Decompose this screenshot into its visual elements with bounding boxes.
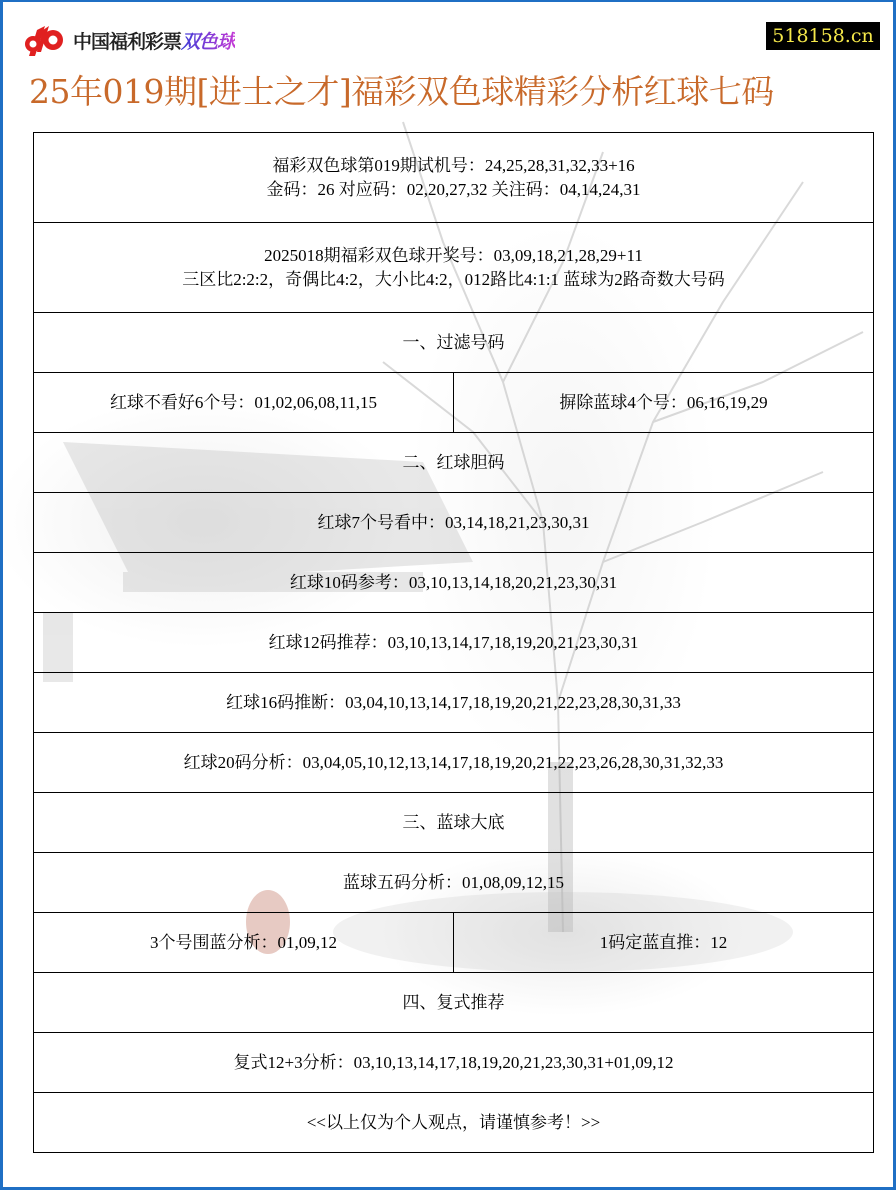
gold-codes: 金码：26 对应码：02,20,27,32 关注码：04,14,24,31 [266,179,641,199]
filter-blue-cell: 摒除蓝球4个号：06,16,19,29 [454,373,874,433]
table-row [34,853,874,913]
red-12-cell: 红球12码推荐：03,10,13,14,17,18,19,20,21,23,30,31 [34,613,874,673]
page-title: 25年019期[进士之才]福彩双色球精彩分析红球七码 [29,72,774,111]
blue-3-cell: 3个号围蓝分析：01,09,12 [34,913,454,973]
table-row [34,1093,874,1153]
table-row [34,433,874,493]
red-10-cell: 红球10码参考：03,10,13,14,18,20,21,23,30,31 [34,553,874,613]
last-draw-stats: 三区比2:2:2，奇偶比4:2，大小比4:2，012路比4:1:1 蓝球为2路奇数大号码 [182,269,725,289]
last-draw-cell [34,223,874,313]
section-heading-blue: 三、蓝球大底 [34,793,874,853]
red-16-cell: 红球16码推断：03,04,10,13,14,17,18,19,20,21,22,23,28,30,31,33 [34,673,874,733]
table-row [34,913,874,973]
table-row [34,793,874,853]
table-row [34,133,874,223]
filter-red-cell: 红球不看好6个号：01,02,06,08,11,15 [34,373,454,433]
blue-5-cell: 蓝球五码分析：01,08,09,12,15 [34,853,874,913]
table-row [34,613,874,673]
section-heading-red: 二、红球胆码 [34,433,874,493]
red-7-cell: 红球7个号看中：03,14,18,21,23,30,31 [34,493,874,553]
table-row [34,973,874,1033]
section-heading-compound: 四、复式推荐 [34,973,874,1033]
analysis-table [33,132,874,1153]
site-badge: 518158.cn [766,22,880,50]
table-row [34,673,874,733]
table-row [34,493,874,553]
table-row [34,373,874,433]
trial-numbers: 福彩双色球第019期试机号：24,25,28,31,32,33+16 [272,155,635,175]
last-draw-numbers: 2025018期福彩双色球开奖号：03,09,18,21,28,29+11 [264,245,643,265]
cwl-logo-icon [23,22,67,58]
table-row [34,733,874,793]
red-20-cell: 红球20码分析：03,04,05,10,12,13,14,17,18,19,20,21,22,23,26,28,30,31,32,33 [34,733,874,793]
disclaimer-cell: <<以上仅为个人观点，请谨慎参考！>> [34,1093,874,1153]
welfare-lottery-logo [23,22,235,58]
logo-text-main: 中国福利彩票 [73,30,182,53]
blue-1-cell: 1码定蓝直推：12 [454,913,874,973]
logo-text-accent: 双色球 [181,30,236,53]
table-row [34,1033,874,1093]
logo-text [73,27,235,54]
table-row [34,313,874,373]
trial-numbers-cell [34,133,874,223]
table-row [34,223,874,313]
section-heading-filter: 一、过滤号码 [34,313,874,373]
table-row [34,553,874,613]
compound-cell: 复式12+3分析：03,10,13,14,17,18,19,20,21,23,30,31+01,09,12 [34,1033,874,1093]
